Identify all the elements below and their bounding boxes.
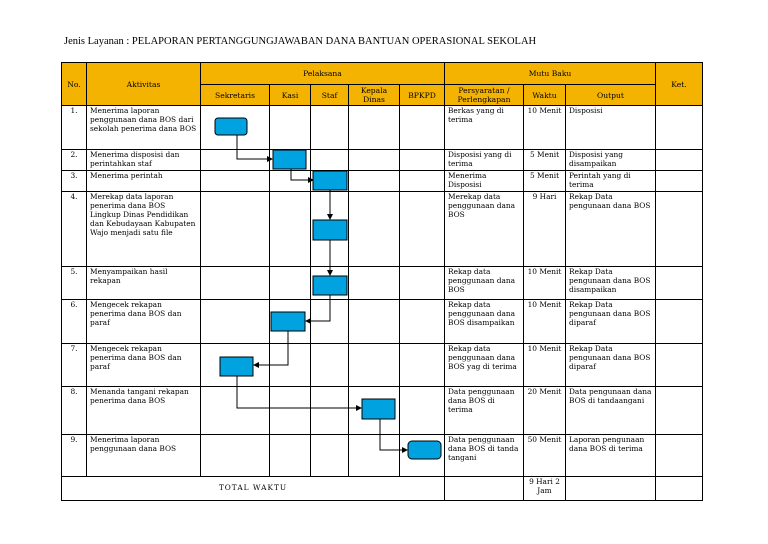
lane-kepala-dinas [349, 387, 400, 435]
row-persyaratan: Rekap data penggunaan dana BOS [445, 267, 524, 300]
total-waktu: 9 Hari 2 Jam [524, 477, 566, 501]
lane-kepala-dinas [349, 171, 400, 192]
row-waktu: 10 Menit [524, 344, 566, 387]
row-persyaratan: Menerima Disposisi [445, 171, 524, 192]
table-row [62, 344, 703, 387]
lane-staf [311, 344, 349, 387]
table-row [62, 171, 703, 192]
lane-sekretaris [201, 435, 270, 477]
lane-bpkpd [400, 192, 445, 267]
header-waktu: Waktu [524, 85, 566, 106]
total-label: TOTAL WAKTU [62, 477, 445, 501]
lane-kasi [270, 344, 311, 387]
row-persyaratan: Data penggunaan dana BOS di terima [445, 387, 524, 435]
lane-kepala-dinas [349, 192, 400, 267]
header-ket: Ket. [656, 63, 703, 106]
lane-kepala-dinas [349, 435, 400, 477]
row-no: 8. [62, 387, 87, 435]
row-persyaratan: Rekap data penggunaan dana BOS disampaikan [445, 300, 524, 344]
row-aktivitas: Menerima perintah [87, 171, 201, 192]
row-no: 2. [62, 150, 87, 171]
row-ket [656, 106, 703, 150]
row-no: 6. [62, 300, 87, 344]
lane-kasi [270, 435, 311, 477]
row-aktivitas: Menerima laporan penggunaan dana BOS dari sekolah penerima dana BOS [87, 106, 201, 150]
row-output: Rekap Data pengunaan dana BOS diparaf [566, 300, 656, 344]
table-row [62, 192, 703, 267]
row-aktivitas: Menanda tangani rekapan penerima dana BOS [87, 387, 201, 435]
lane-sekretaris [201, 387, 270, 435]
row-aktivitas: Mengecek rekapan penerima dana BOS dan paraf [87, 344, 201, 387]
lane-sekretaris [201, 344, 270, 387]
table-row [62, 435, 703, 477]
row-ket [656, 387, 703, 435]
lane-staf [311, 192, 349, 267]
row-output: Laporan pengunaan dana BOS di terima [566, 435, 656, 477]
row-no: 5. [62, 267, 87, 300]
header-pelaksana: Pelaksana [201, 63, 445, 85]
row-ket [656, 435, 703, 477]
row-ket [656, 267, 703, 300]
lane-sekretaris [201, 150, 270, 171]
lane-kasi [270, 150, 311, 171]
lane-kasi [270, 192, 311, 267]
table-row [62, 267, 703, 300]
lane-kepala-dinas [349, 106, 400, 150]
table-row [62, 387, 703, 435]
lane-sekretaris [201, 192, 270, 267]
lane-bpkpd [400, 267, 445, 300]
header-role-bpkpd: BPKPD [400, 85, 445, 106]
lane-staf [311, 150, 349, 171]
row-aktivitas: Mengecek rekapan penerima dana BOS dan paraf [87, 300, 201, 344]
row-no: 7. [62, 344, 87, 387]
lane-sekretaris [201, 300, 270, 344]
row-output: Rekap Data pengunaan dana BOS disampaikan [566, 267, 656, 300]
row-persyaratan: Disposisi yang di terima [445, 150, 524, 171]
lane-staf [311, 171, 349, 192]
table-row [62, 300, 703, 344]
row-ket [656, 150, 703, 171]
row-waktu: 5 Menit [524, 171, 566, 192]
row-output: Rekap Data pengunaan dana BOS diparaf [566, 344, 656, 387]
lane-kasi [270, 171, 311, 192]
lane-bpkpd [400, 344, 445, 387]
lane-staf [311, 435, 349, 477]
table-row [62, 106, 703, 150]
row-no: 4. [62, 192, 87, 267]
total-output [566, 477, 656, 501]
total-ket [656, 477, 703, 501]
row-aktivitas: Menerima disposisi dan perintahkan staf [87, 150, 201, 171]
row-waktu: 9 Hari [524, 192, 566, 267]
lane-sekretaris [201, 171, 270, 192]
row-ket [656, 300, 703, 344]
lane-staf [311, 300, 349, 344]
row-ket [656, 344, 703, 387]
row-persyaratan: Merekap data penggunaan dana BOS [445, 192, 524, 267]
lane-bpkpd [400, 106, 445, 150]
lane-kepala-dinas [349, 300, 400, 344]
sop-table [61, 62, 703, 501]
header-no: No. [62, 63, 87, 106]
total-persyaratan [445, 477, 524, 501]
header-aktivitas: Aktivitas [87, 63, 201, 106]
row-ket [656, 192, 703, 267]
lane-bpkpd [400, 300, 445, 344]
row-aktivitas: Merekap data laporan penerima dana BOS Lingkup Dinas Pendidikan dan Kebudayaan Kabupaten Wajo menjadi satu file [87, 192, 201, 267]
lane-kepala-dinas [349, 267, 400, 300]
row-no: 3. [62, 171, 87, 192]
lane-bpkpd [400, 150, 445, 171]
lane-kepala-dinas [349, 344, 400, 387]
row-output: Disposisi yang disampaikan [566, 150, 656, 171]
row-waktu: 10 Menit [524, 267, 566, 300]
table-row [62, 150, 703, 171]
lane-kepala-dinas [349, 150, 400, 171]
lane-bpkpd [400, 435, 445, 477]
lane-staf [311, 387, 349, 435]
header-role-sekretaris: Sekretaris [201, 85, 270, 106]
header-role-kasi: Kasi [270, 85, 311, 106]
lane-staf [311, 267, 349, 300]
lane-kasi [270, 387, 311, 435]
row-output: Disposisi [566, 106, 656, 150]
header-role-staf: Staf [311, 85, 349, 106]
row-waktu: 50 Menit [524, 435, 566, 477]
row-waktu: 10 Menit [524, 106, 566, 150]
lane-kasi [270, 300, 311, 344]
lane-staf [311, 106, 349, 150]
lane-kasi [270, 267, 311, 300]
header-persyaratan: Persyaratan / Perlengkapan [445, 85, 524, 106]
page-title: Jenis Layanan : PELAPORAN PERTANGGUNGJAWABAN DANA BANTUAN OPERASIONAL SEKOLAH [64, 36, 537, 47]
row-waktu: 10 Menit [524, 300, 566, 344]
row-waktu: 20 Menit [524, 387, 566, 435]
header-output: Output [566, 85, 656, 106]
row-no: 9. [62, 435, 87, 477]
lane-kasi [270, 106, 311, 150]
row-aktivitas: Menerima laporan penggunaan dana BOS [87, 435, 201, 477]
row-output: Data pengunaan dana BOS di tandaangani [566, 387, 656, 435]
row-ket [656, 171, 703, 192]
row-persyaratan: Data penggunaan dana BOS di tanda tangani [445, 435, 524, 477]
lane-bpkpd [400, 387, 445, 435]
row-persyaratan: Berkas yang di terima [445, 106, 524, 150]
lane-sekretaris [201, 106, 270, 150]
row-output: Rekap Data pengunaan dana BOS [566, 192, 656, 267]
header-mutu-baku: Mutu Baku [445, 63, 656, 85]
lane-sekretaris [201, 267, 270, 300]
row-aktivitas: Menyampaikan hasil rekapan [87, 267, 201, 300]
row-waktu: 5 Menit [524, 150, 566, 171]
header-role-kepala-dinas: Kepala Dinas [349, 85, 400, 106]
row-no: 1. [62, 106, 87, 150]
row-output: Perintah yang di terima [566, 171, 656, 192]
row-persyaratan: Rekap data penggunaan dana BOS yag di terima [445, 344, 524, 387]
lane-bpkpd [400, 171, 445, 192]
